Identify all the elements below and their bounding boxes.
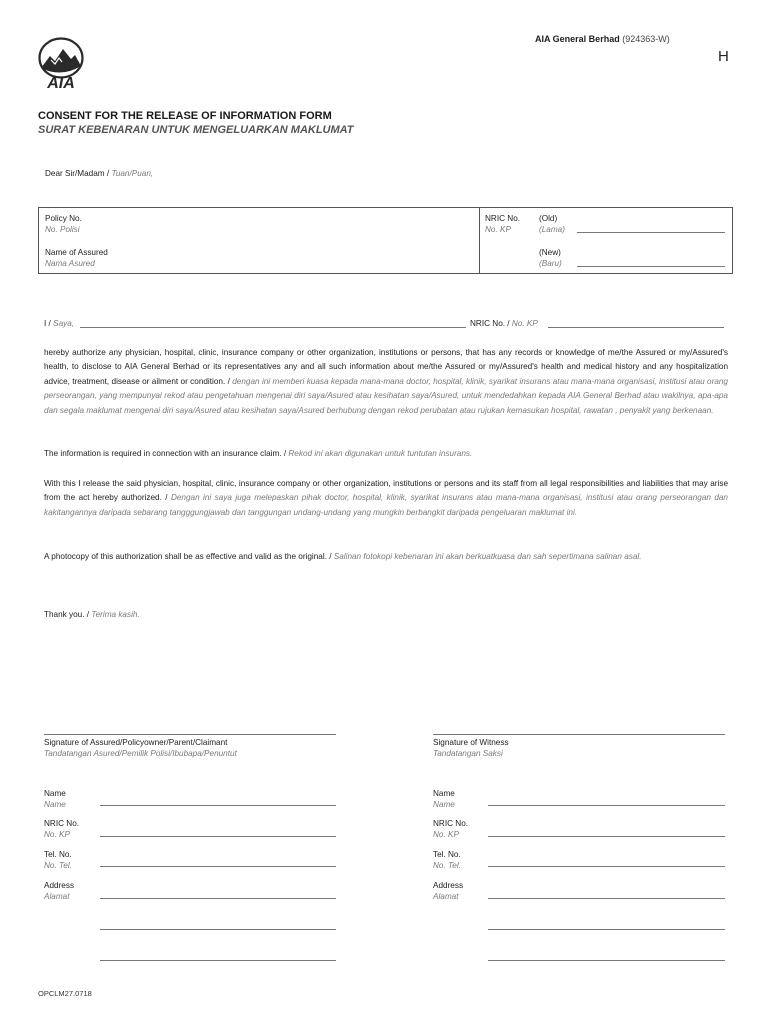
assured-name-label [44, 788, 66, 810]
witness-address-label [433, 880, 463, 902]
assured-address-input-3[interactable] [100, 960, 336, 961]
form-code: OPCLM27.0718 [38, 989, 92, 998]
purpose-ms: Rekod ini akan digunakan untuk tuntutan insurans. [288, 449, 473, 458]
release-paragraph [44, 477, 728, 520]
thank-you-ms: Terima kasih. [91, 610, 140, 619]
assured-signature-label-ms: Tandatangan Asured/Pemilik Polisi/Ibubapa/Penuntut [44, 749, 237, 758]
assured-address-label [44, 880, 74, 902]
nric-old-label-ms: (Lama) [539, 225, 565, 234]
declaration-nric-en: NRIC No. / [470, 319, 510, 328]
witness-address-label-ms: Alamat [433, 892, 459, 901]
form-letter: H [718, 48, 729, 65]
witness-signature-label [433, 737, 509, 759]
thank-you-en: Thank you. / [44, 610, 90, 619]
authorization-paragraph [44, 346, 728, 418]
logo-text: AIA [47, 75, 75, 90]
photocopy-paragraph [44, 550, 728, 564]
witness-name-input[interactable] [488, 805, 725, 806]
form-title-malay: SURAT KEBENARAN UNTUK MENGELUARKAN MAKLUMAT [38, 124, 354, 136]
box-nric-label-ms: No. KP [485, 225, 511, 234]
witness-nric-label-ms: No. KP [433, 830, 459, 839]
name-assured-label-ms: Nama Asured [45, 259, 95, 268]
policy-no-label-ms: No. Polisi [45, 225, 80, 234]
name-assured-field[interactable] [45, 247, 108, 269]
company-name: AIA General Berhad [535, 34, 620, 44]
declarant-name-input[interactable] [80, 319, 466, 328]
assured-address-label-ms: Alamat [44, 892, 70, 901]
assured-nric-label-ms: No. KP [44, 830, 70, 839]
authorization-ms: dengan ini memberi kuasa kepada mana-mana doctor, hospital, klinik, syarikat insurans atau mana-mana organisasi, institusi atau orang perseorangan, yang mempunyai rekod atau pengetahuan mengenai diri saya/Asured atau kesihatan saya/Asured, untuk mendedahkan kepada AIA General Berhad atau wakilnya, apa-apa dan segala maklumat mengenai diri saya/Asured atau kesihatan saya/Asured berhubung dengan rekod perubatan atau rujukan kemasukan hospital, rawatan , penyakit yang berkenaan. [44, 376, 728, 415]
witness-address-label-en: Address [433, 881, 464, 890]
box-divider [479, 208, 480, 273]
assured-tel-label [44, 849, 72, 871]
nric-new-input[interactable] [577, 258, 725, 267]
witness-name-label [433, 788, 455, 810]
assured-name-label-en: Name [44, 789, 66, 798]
witness-name-label-en: Name [433, 789, 455, 798]
assured-signature-label [44, 737, 237, 759]
witness-nric-label [433, 818, 468, 840]
nric-new-label [539, 247, 562, 269]
witness-name-label-ms: Name [433, 800, 455, 809]
name-assured-label: Name of Assured [45, 248, 108, 257]
assured-name-label-ms: Name [44, 800, 66, 809]
greeting [45, 169, 153, 178]
policy-info-box [38, 207, 733, 274]
authorization-en: hereby authorize any physician, hospital, clinic, insurance company or other organization, institutions or persons, that has any records or knowledge of me/the Assured or my/Assured's health, to disclose to AIA General Berhad or its representatives any and all such information about me/the Assured or my/Assured's health and medical history and any hospitalization advice, treatment, disease or ailment or condition. / [44, 348, 728, 386]
witness-address-input-1[interactable] [488, 898, 725, 899]
photocopy-en: A photocopy of this authorization shall be as effective and valid as the original. / [44, 552, 332, 561]
declaration-i-ms: Saya, [53, 319, 75, 328]
assured-name-input[interactable] [100, 805, 336, 806]
declaration-i [44, 319, 74, 328]
witness-tel-input[interactable] [488, 866, 725, 867]
nric-old-label-en: (Old) [539, 214, 558, 223]
nric-old-input[interactable] [577, 224, 725, 233]
assured-tel-label-en: Tel. No. [44, 850, 72, 859]
purpose-paragraph [44, 447, 728, 461]
assured-signature-line[interactable] [44, 734, 336, 735]
aia-logo [35, 34, 87, 90]
assured-nric-input[interactable] [100, 836, 336, 837]
declaration-i-en: I / [44, 319, 51, 328]
assured-tel-label-ms: No. Tel. [44, 861, 72, 870]
assured-address-input-1[interactable] [100, 898, 336, 899]
witness-nric-label-en: NRIC No. [433, 819, 469, 828]
policy-no-field[interactable] [45, 213, 82, 235]
thank-you [44, 608, 728, 622]
box-nric-label [485, 213, 520, 235]
assured-address-label-en: Address [44, 881, 75, 890]
greeting-ms: Tuan/Puan, [111, 169, 154, 178]
witness-tel-label-ms: No. Tel. [433, 861, 461, 870]
release-ms: Dengan ini saya juga melepaskan pihak doctor, hospital, klinik, syarikat insurans atau mana-mana organisasi, institusi atau orang perseorangan dan kakitangannya daripada sebarang tangggungjawab dan tanggungan undang-undang yang mungkin berbangkit daripada pengeluaran maklumat ini. [44, 493, 728, 517]
assured-tel-input[interactable] [100, 866, 336, 867]
assured-nric-label [44, 818, 79, 840]
witness-nric-input[interactable] [488, 836, 725, 837]
company-header [535, 34, 670, 44]
form-title: CONSENT FOR THE RELEASE OF INFORMATION FORM [38, 110, 332, 122]
witness-address-input-3[interactable] [488, 960, 725, 961]
witness-signature-line[interactable] [433, 734, 725, 735]
photocopy-ms: Salinan fotokopi kebenaran ini akan berkuatkuasa dan sah sepertimana salinan asal. [333, 552, 642, 561]
witness-signature-label-ms: Tandatangan Saksi [433, 749, 503, 758]
declaration-nric [470, 319, 538, 328]
witness-tel-label [433, 849, 461, 871]
company-registration: (924363-W) [622, 34, 670, 44]
nric-new-label-ms: (Baru) [539, 259, 562, 268]
box-nric-label-en: NRIC No. [485, 214, 521, 223]
greeting-en: Dear Sir/Madam / [45, 169, 110, 178]
nric-new-label-en: (New) [539, 248, 561, 257]
purpose-en: The information is required in connection with an insurance claim. / [44, 449, 287, 458]
declarant-nric-input[interactable] [548, 319, 724, 328]
assured-nric-label-en: NRIC No. [44, 819, 80, 828]
release-en: With this I release the said physician, hospital, clinic, insurance company or other organization, institutions or persons and its staff from all legal responsibilities and liabilities that may arise from the act hereby authorized. / [44, 479, 728, 503]
declaration-nric-ms: No. KP [511, 319, 538, 328]
witness-address-input-2[interactable] [488, 929, 725, 930]
policy-no-label: Policy No. [45, 214, 82, 223]
assured-signature-label-en: Signature of Assured/Policyowner/Parent/Claimant [44, 738, 228, 747]
nric-old-label [539, 213, 565, 235]
witness-tel-label-en: Tel. No. [433, 850, 461, 859]
assured-address-input-2[interactable] [100, 929, 336, 930]
witness-signature-label-en: Signature of Witness [433, 738, 509, 747]
